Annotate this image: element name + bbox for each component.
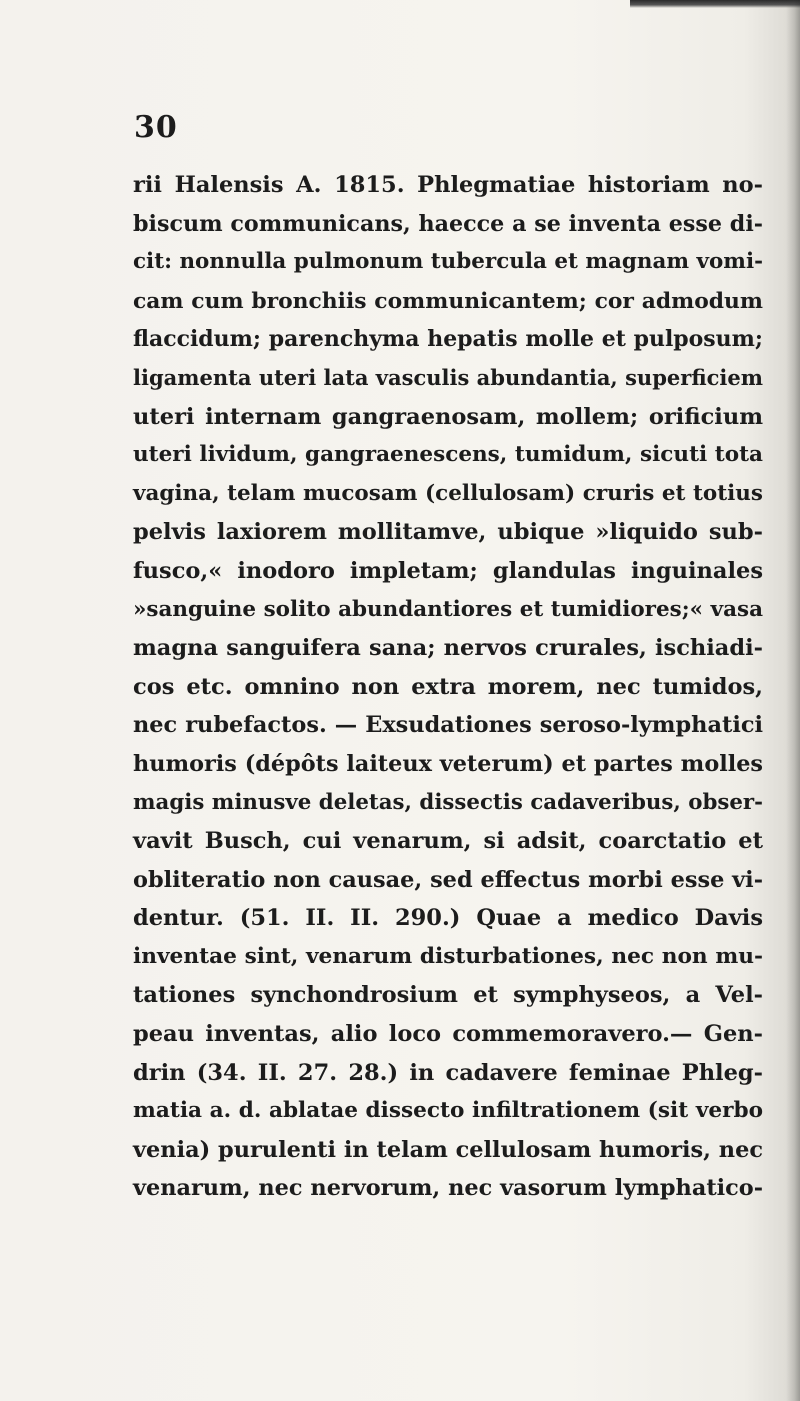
text-line: magna sanguifera sana; nervos crurales, ischiadi-	[133, 635, 763, 662]
text-line: uteri lividum, gangraenescens, tumidum, sicuti tota	[133, 442, 763, 468]
text-line: cam cum bronchiis communicantem; cor admodum	[133, 287, 763, 314]
text-line: peau inventas, alio loco commemoravero.— Gen-	[133, 1021, 763, 1048]
top-edge-mark	[630, 0, 800, 8]
text-line: humoris (dépôts laiteux veterum) et partes molles	[133, 750, 763, 777]
page-number: 30	[134, 110, 178, 145]
body-text	[133, 166, 763, 1208]
text-line: flaccidum; parenchyma hepatis molle et pulposum;	[133, 326, 763, 353]
text-line: »sanguine solito abundantiores et tumidiores;« vasa	[133, 596, 763, 622]
text-line: cit: nonnulla pulmonum tubercula et magnam vomi-	[133, 249, 763, 275]
text-line: vavit Busch, cui venarum, si adsit, coarctatio et	[133, 828, 763, 855]
text-line: tationes synchondrosium et symphyseos, a Vel-	[133, 982, 763, 1009]
text-line: inventae sint, venarum disturbationes, nec non mu-	[133, 943, 763, 969]
text-line: vagina, telam mucosam (cellulosam) cruris et totius	[133, 480, 763, 506]
text-line: fusco,« inodoro impletam; glandulas inguinales	[133, 557, 763, 584]
text-line: matia a. d. ablatae dissecto infiltrationem (sit verbo	[133, 1098, 763, 1124]
text-line: biscum communicans, haecce a se inventa esse di-	[133, 210, 763, 237]
text-line: ligamenta uteri lata vasculis abundantia, superficiem	[133, 364, 763, 390]
page-edge-shadow	[786, 0, 800, 1401]
text-line: magis minusve deletas, dissectis cadaveribus, obser-	[133, 789, 763, 815]
text-line: dentur. (51. II. II. 290.) Quae a medico Davis	[133, 905, 763, 932]
text-line: nec rubefactos. — Exsudationes seroso-lymphatici	[133, 712, 763, 739]
text-line: rii Halensis A. 1815. Phlegmatiae historiam no-	[133, 172, 763, 198]
text-line: uteri internam gangraenosam, mollem; orificium	[133, 403, 763, 430]
text-line: drin (34. II. 27. 28.) in cadavere feminae Phleg-	[133, 1059, 763, 1086]
text-line: cos etc. omnino non extra morem, nec tumidos,	[133, 673, 763, 700]
text-line: pelvis laxiorem mollitamve, ubique »liquido sub-	[133, 519, 763, 546]
text-line: venarum, nec nervorum, nec vasorum lymphatico-	[133, 1175, 763, 1202]
text-line: obliteratio non causae, sed effectus morbi esse vi-	[133, 866, 763, 893]
text-line: venia) purulenti in telam cellulosam humoris, nec	[133, 1136, 763, 1163]
